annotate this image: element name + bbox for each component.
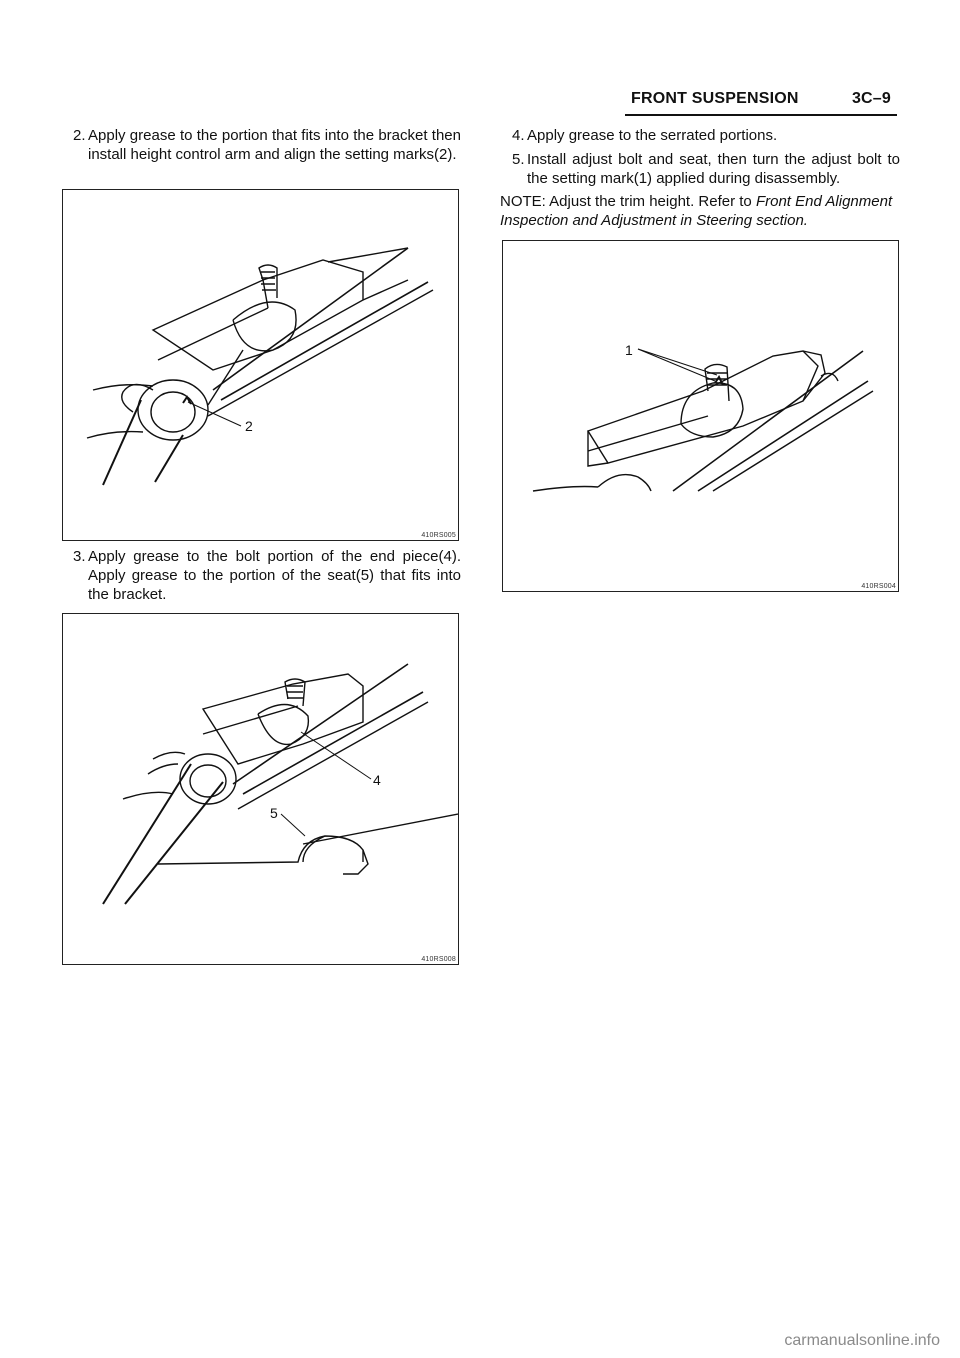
step-3 (73, 547, 461, 604)
figure-410RS005 (62, 189, 459, 541)
step-text: Apply grease to the bolt portion of the end piece(4). Apply grease to the portion of the seat(5) that fits into the bracket. (88, 548, 461, 603)
header-rule (625, 114, 897, 116)
step-text: Apply grease to the portion that fits into the bracket then install height control arm and align the setting marks(2). (88, 127, 461, 163)
step-text: Install adjust bolt and seat, then turn the adjust bolt to the setting mark(1) applied during disassembly. (527, 151, 900, 187)
page-number: 3C–9 (851, 90, 891, 107)
illustration-height-control-arm-setting-marks (63, 190, 458, 540)
callout-2: 2 (245, 418, 253, 434)
note-reference: Front End Alignment Inspection and Adjustment in Steering section. (500, 193, 893, 229)
section-title: FRONT SUSPENSION (631, 90, 799, 107)
illustration-adjust-bolt-setting-mark (503, 241, 898, 591)
figure-code: 410RS008 (421, 956, 456, 963)
step-5 (512, 150, 900, 188)
figure-410RS004 (502, 240, 899, 592)
callout-1: 1 (625, 342, 633, 358)
step-number: 5. (512, 151, 525, 168)
step-text: Apply grease to the serrated portions. (527, 127, 778, 144)
figure-code: 410RS005 (421, 532, 456, 539)
page-header (631, 90, 897, 112)
watermark: carmanualsonline.info (784, 1332, 940, 1349)
callout-4: 4 (373, 772, 381, 788)
step-number: 4. (512, 127, 525, 144)
note (500, 192, 900, 230)
step-number: 2. (73, 127, 86, 144)
figure-410RS008 (62, 613, 459, 965)
callout-5: 5 (270, 805, 278, 821)
step-number: 3. (73, 548, 86, 565)
illustration-end-piece-and-seat (63, 614, 458, 964)
step-2 (73, 126, 461, 164)
figure-code: 410RS004 (861, 583, 896, 590)
step-4 (512, 126, 900, 145)
note-prefix: NOTE: Adjust the trim height. Refer to (500, 193, 756, 210)
